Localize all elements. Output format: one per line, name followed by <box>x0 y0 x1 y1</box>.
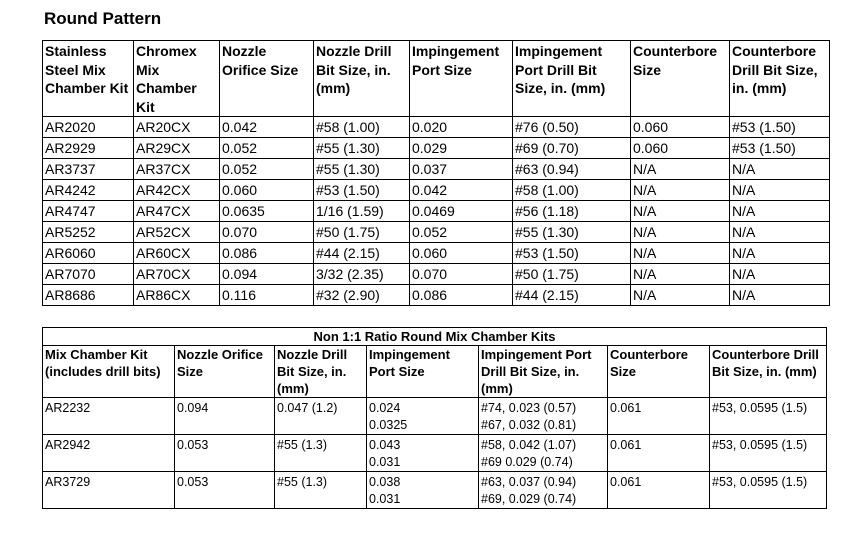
cell-line: 0.061 <box>610 438 642 452</box>
table-header-row <box>43 41 830 117</box>
table-cell <box>479 472 608 509</box>
non-ratio-kits-table <box>42 327 827 509</box>
table-cell <box>479 435 608 472</box>
table-cell: 0.060 <box>631 138 730 159</box>
table-row <box>43 180 830 201</box>
table-cell: #53 (1.50) <box>730 117 830 138</box>
cell-line: 0.047 (1.2) <box>277 401 338 415</box>
table-cell: #53 (1.50) <box>513 243 631 264</box>
header-cell: Stainless Steel Mix Chamber Kit <box>43 41 134 117</box>
table-cell: 0.086 <box>220 243 314 264</box>
table-row <box>43 117 830 138</box>
table-cell: AR60CX <box>134 243 220 264</box>
cell-line: 0.094 <box>177 401 209 415</box>
table-cell: 0.060 <box>410 243 513 264</box>
cell-line: AR3729 <box>45 475 91 489</box>
table-cell <box>175 472 275 509</box>
table-cell: #50 (1.75) <box>513 264 631 285</box>
table-cell: AR2929 <box>43 138 134 159</box>
table-cell: #53 (1.50) <box>730 138 830 159</box>
table-cell: #44 (2.15) <box>314 243 410 264</box>
table-cell: 0.094 <box>220 264 314 285</box>
table-cell: 0.060 <box>220 180 314 201</box>
header-cell: Counterbore Drill Bit Size, in. (mm) <box>730 41 830 117</box>
table-cell: N/A <box>631 201 730 222</box>
table-caption-row <box>43 328 827 346</box>
table-cell: AR4242 <box>43 180 134 201</box>
header-cell: Counterbore Drill Bit Size, in. (mm) <box>710 346 827 398</box>
table-cell: 0.070 <box>410 264 513 285</box>
table-cell: AR29CX <box>134 138 220 159</box>
table-cell <box>275 398 367 435</box>
table-cell: N/A <box>730 180 830 201</box>
header-cell: Impingement Port Drill Bit Size, in. (mm) <box>513 41 631 117</box>
header-cell: Mix Chamber Kit (includes drill bits) <box>43 346 175 398</box>
table-row <box>43 398 827 435</box>
table-row <box>43 285 830 306</box>
table-cell <box>710 398 827 435</box>
table-cell <box>608 472 710 509</box>
cell-line: #63, 0.037 (0.94) <box>481 475 577 489</box>
cell-line: 0.038 <box>369 475 401 489</box>
cell-line: #69 0.029 (0.74) <box>481 455 573 469</box>
cell-line: #67, 0.032 (0.81) <box>481 418 577 432</box>
table-cell: AR20CX <box>134 117 220 138</box>
table-cell: 0.042 <box>220 117 314 138</box>
cell-line: 0.0325 <box>369 418 408 432</box>
table-cell: 0.037 <box>410 159 513 180</box>
header-cell: Counterbore Size <box>631 41 730 117</box>
table-cell: 0.052 <box>220 159 314 180</box>
table-cell: N/A <box>730 222 830 243</box>
table-cell <box>367 472 479 509</box>
table-cell: 0.042 <box>410 180 513 201</box>
table-row <box>43 264 830 285</box>
table-cell: AR5252 <box>43 222 134 243</box>
table-cell: 0.070 <box>220 222 314 243</box>
table-cell: #76 (0.50) <box>513 117 631 138</box>
cell-line: 0.031 <box>369 455 401 469</box>
header-cell: Counterbore Size <box>608 346 710 398</box>
table-cell: AR6060 <box>43 243 134 264</box>
table-cell: AR4747 <box>43 201 134 222</box>
table-cell: N/A <box>631 243 730 264</box>
table-cell: #55 (1.30) <box>314 159 410 180</box>
cell-line: #58, 0.042 (1.07) <box>481 438 577 452</box>
cell-line: 0.061 <box>610 475 642 489</box>
table-cell: AR86CX <box>134 285 220 306</box>
table-cell: N/A <box>631 222 730 243</box>
header-cell: Nozzle Drill Bit Size, in. (mm) <box>275 346 367 398</box>
table-cell: #32 (2.90) <box>314 285 410 306</box>
table-cell: N/A <box>631 180 730 201</box>
table-cell <box>43 435 175 472</box>
table-cell: 3/32 (2.35) <box>314 264 410 285</box>
table-cell <box>275 435 367 472</box>
cell-line: #55 (1.3) <box>277 475 328 489</box>
table-cell: 0.029 <box>410 138 513 159</box>
table-cell: AR8686 <box>43 285 134 306</box>
table-cell: AR70CX <box>134 264 220 285</box>
table-cell <box>710 435 827 472</box>
table-row <box>43 435 827 472</box>
cell-line: AR2942 <box>45 438 91 452</box>
table-cell: N/A <box>631 159 730 180</box>
table-cell: #56 (1.18) <box>513 201 631 222</box>
table-cell: N/A <box>730 243 830 264</box>
table-cell: #44 (2.15) <box>513 285 631 306</box>
table-cell: N/A <box>730 159 830 180</box>
table-cell: #55 (1.30) <box>314 138 410 159</box>
cell-line: #69, 0.029 (0.74) <box>481 492 577 506</box>
table-cell: 0.052 <box>220 138 314 159</box>
table-cell <box>608 435 710 472</box>
table-cell <box>710 472 827 509</box>
table-cell: AR52CX <box>134 222 220 243</box>
table-header-row <box>43 346 827 398</box>
table-row <box>43 159 830 180</box>
table-cell: AR2020 <box>43 117 134 138</box>
table-caption: Non 1:1 Ratio Round Mix Chamber Kits <box>43 328 827 346</box>
cell-line: #55 (1.3) <box>277 438 328 452</box>
table-cell <box>43 472 175 509</box>
table-cell: AR37CX <box>134 159 220 180</box>
table-cell <box>175 435 275 472</box>
table-cell: N/A <box>730 285 830 306</box>
header-cell: Nozzle Orifice Size <box>220 41 314 117</box>
table-row <box>43 222 830 243</box>
header-cell: Impingement Port Drill Bit Size, in. (mm) <box>479 346 608 398</box>
table-cell: AR7070 <box>43 264 134 285</box>
table-cell <box>275 472 367 509</box>
header-cell: Nozzle Orifice Size <box>175 346 275 398</box>
table-cell: N/A <box>631 285 730 306</box>
cell-line: 0.024 <box>369 401 401 415</box>
table-cell: #50 (1.75) <box>314 222 410 243</box>
table-cell: #58 (1.00) <box>314 117 410 138</box>
table-cell: 0.116 <box>220 285 314 306</box>
table-cell: 0.020 <box>410 117 513 138</box>
table-cell: 0.060 <box>631 117 730 138</box>
header-cell: Chromex Mix Chamber Kit <box>134 41 220 117</box>
cell-line: 0.053 <box>177 438 209 452</box>
table-cell: #69 (0.70) <box>513 138 631 159</box>
cell-line: 0.053 <box>177 475 209 489</box>
table-cell <box>367 398 479 435</box>
page-title: Round Pattern <box>44 9 162 28</box>
table-cell: #53 (1.50) <box>314 180 410 201</box>
header-cell: Nozzle Drill Bit Size, in. (mm) <box>314 41 410 117</box>
table-cell: 0.0469 <box>410 201 513 222</box>
table-cell: AR42CX <box>134 180 220 201</box>
table-row <box>43 201 830 222</box>
table-cell <box>43 398 175 435</box>
header-cell: Impingement Port Size <box>367 346 479 398</box>
table-cell: 0.086 <box>410 285 513 306</box>
table-cell <box>608 398 710 435</box>
cell-line: #53, 0.0595 (1.5) <box>712 475 808 489</box>
table-cell <box>175 398 275 435</box>
table-cell: N/A <box>730 264 830 285</box>
cell-line: AR2232 <box>45 401 91 415</box>
cell-line: 0.031 <box>369 492 401 506</box>
table-cell: N/A <box>631 264 730 285</box>
cell-line: 0.061 <box>610 401 642 415</box>
header-cell: Impingement Port Size <box>410 41 513 117</box>
table-cell: #58 (1.00) <box>513 180 631 201</box>
table-cell <box>367 435 479 472</box>
table-cell <box>479 398 608 435</box>
table-cell: #55 (1.30) <box>513 222 631 243</box>
cell-line: #53, 0.0595 (1.5) <box>712 438 808 452</box>
table-cell: AR3737 <box>43 159 134 180</box>
table-cell: N/A <box>730 201 830 222</box>
table-cell: AR47CX <box>134 201 220 222</box>
round-pattern-table <box>42 40 830 306</box>
cell-line: #74, 0.023 (0.57) <box>481 401 577 415</box>
table-row <box>43 472 827 509</box>
cell-line: #53, 0.0595 (1.5) <box>712 401 808 415</box>
table-cell: 1/16 (1.59) <box>314 201 410 222</box>
table-cell: 0.052 <box>410 222 513 243</box>
table-cell: #63 (0.94) <box>513 159 631 180</box>
table-row <box>43 243 830 264</box>
cell-line: 0.043 <box>369 438 401 452</box>
table-row <box>43 138 830 159</box>
table-cell: 0.0635 <box>220 201 314 222</box>
